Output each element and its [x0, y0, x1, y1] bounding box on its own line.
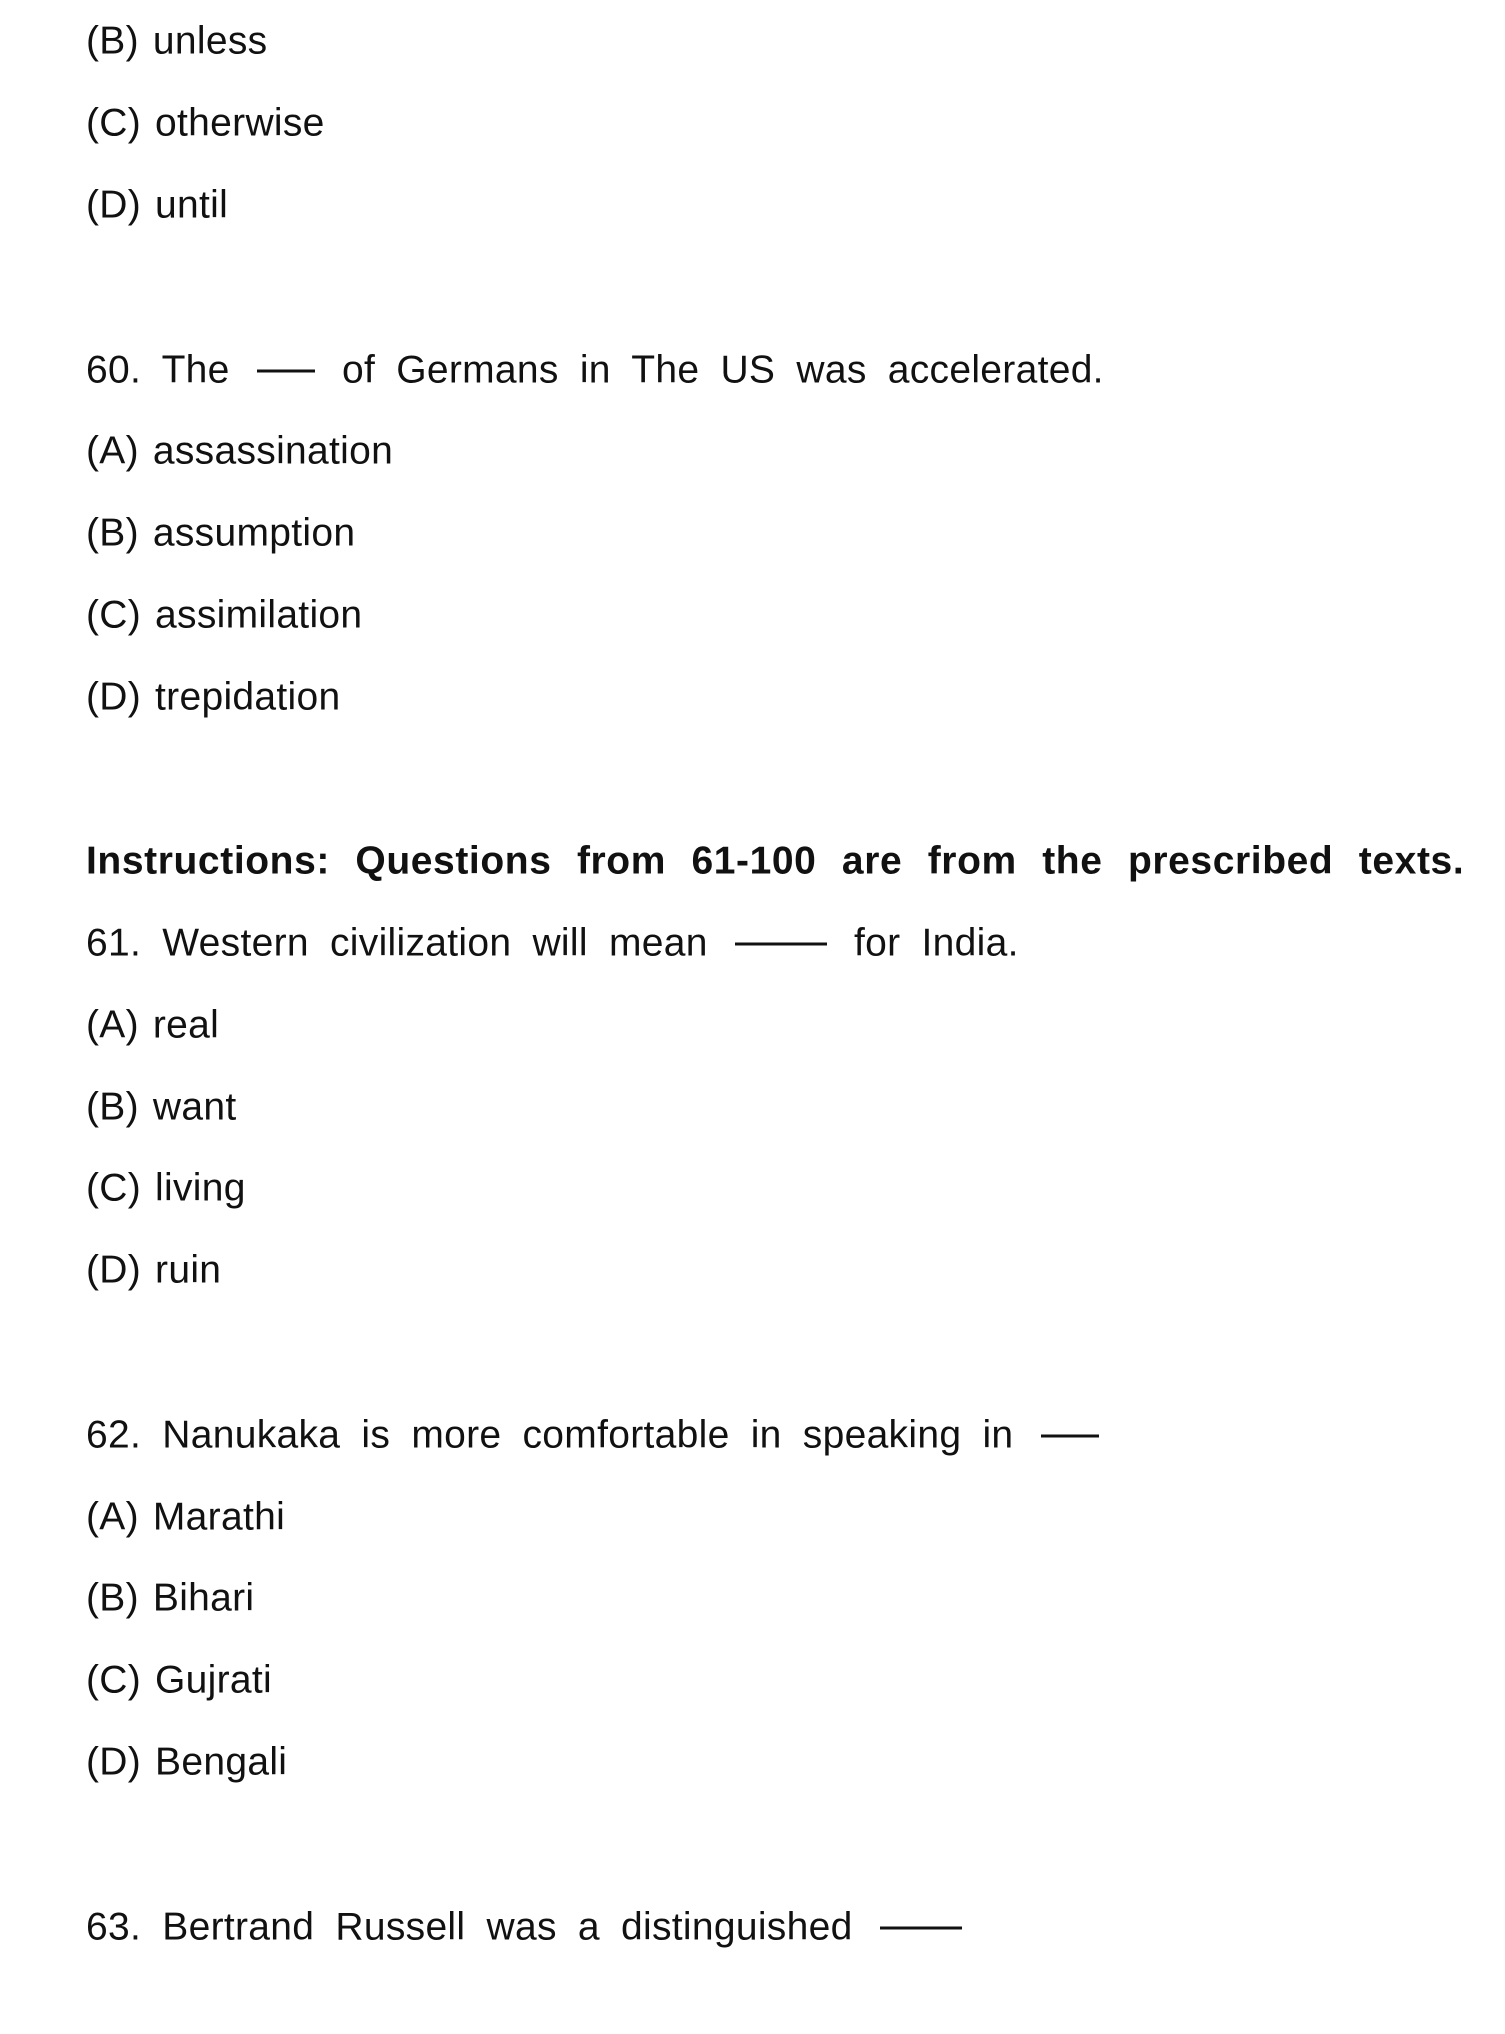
option-text: real: [152, 1003, 220, 1047]
option-label: (D): [86, 1248, 142, 1292]
question-text-before: Nanukaka is more comfortable in speaking in: [162, 1413, 1014, 1457]
question-text-after: of Germans in The US was accelerated.: [341, 348, 1104, 392]
option-label: (C): [86, 1166, 142, 1210]
option-label: (A): [86, 429, 139, 473]
option-text: assimilation: [155, 593, 363, 637]
q61-option-b: [86, 1085, 237, 1129]
question-text-before: The: [161, 348, 230, 392]
q62-option-a: [86, 1495, 286, 1539]
option-label: (B): [86, 1085, 139, 1129]
option-label: (C): [86, 1658, 142, 1702]
question-number: 60.: [86, 348, 142, 392]
option-label: (A): [86, 1495, 139, 1539]
q60-option-d: [86, 675, 341, 719]
q60-option-a: [86, 429, 394, 473]
option-text: assassination: [152, 429, 394, 473]
option-text: want: [152, 1085, 237, 1129]
blank-line: [1041, 1435, 1099, 1438]
option-label: (C): [86, 593, 142, 637]
question-62: [86, 1413, 1105, 1457]
option-text: Bihari: [152, 1576, 255, 1620]
question-number: 61.: [86, 921, 142, 965]
q61-option-a: [86, 1003, 220, 1047]
question-text-before: Western civilization will mean: [162, 921, 708, 965]
option-text: Gujrati: [155, 1658, 273, 1702]
option-text: unless: [152, 19, 268, 63]
option-text: living: [155, 1166, 246, 1210]
q62-option-b: [86, 1576, 255, 1620]
q59-option-b: [86, 19, 268, 63]
option-text: until: [155, 183, 229, 227]
option-label: (D): [86, 675, 142, 719]
question-number: 63.: [86, 1905, 142, 1949]
option-label: (B): [86, 1576, 139, 1620]
option-text: assumption: [152, 511, 356, 555]
option-label: (C): [86, 101, 142, 145]
question-61: [86, 921, 1019, 965]
blank-line: [257, 370, 315, 373]
q62-option-d: [86, 1740, 288, 1784]
question-number: 62.: [86, 1413, 142, 1457]
blank-line: [880, 1927, 962, 1930]
q60-option-b: [86, 511, 356, 555]
q59-option-d: [86, 183, 229, 227]
option-label: (D): [86, 1740, 142, 1784]
option-text: trepidation: [155, 675, 341, 719]
option-label: (B): [86, 511, 139, 555]
option-text: Marathi: [152, 1495, 286, 1539]
option-text: Bengali: [155, 1740, 288, 1784]
blank-line: [735, 943, 827, 946]
instructions-heading: Instructions: Questions from 61-100 are from the prescribed texts.: [86, 839, 1465, 883]
q60-option-c: [86, 593, 363, 637]
question-60: [86, 348, 1104, 392]
option-label: (D): [86, 183, 142, 227]
q62-option-c: [86, 1658, 273, 1702]
q59-option-c: [86, 101, 325, 145]
option-text: ruin: [155, 1248, 222, 1292]
option-label: (A): [86, 1003, 139, 1047]
question-63: [86, 1905, 968, 1949]
q61-option-c: [86, 1166, 246, 1210]
option-label: (B): [86, 19, 139, 63]
option-text: otherwise: [155, 101, 325, 145]
question-text-before: Bertrand Russell was a distinguished: [162, 1905, 853, 1949]
q61-option-d: [86, 1248, 222, 1292]
question-text-after: for India.: [854, 921, 1019, 965]
